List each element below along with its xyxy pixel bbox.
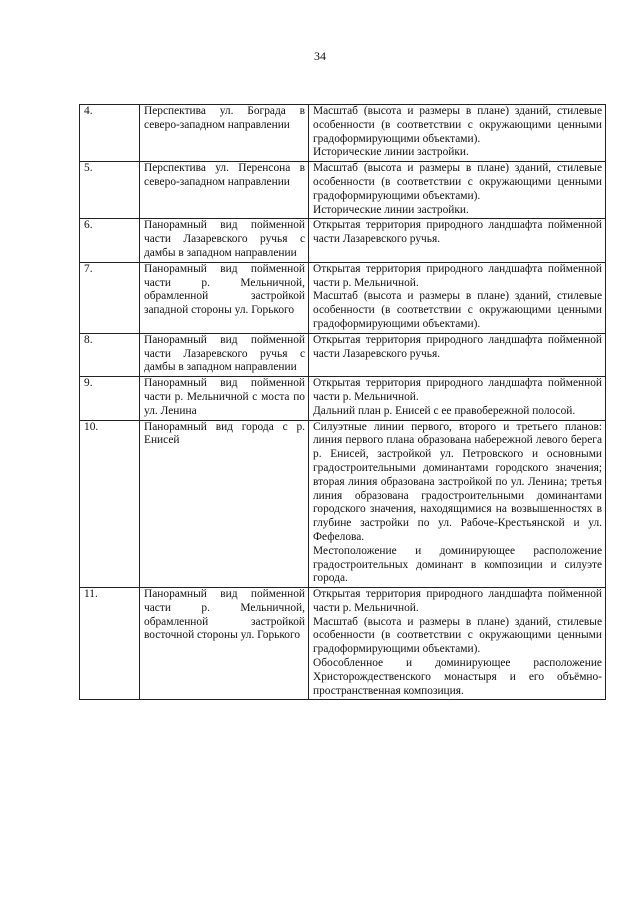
row-number: 7.: [80, 262, 140, 333]
table-row: [80, 333, 606, 376]
view-description: Панорамный вид города с р. Енисей: [140, 420, 309, 588]
protected-features: [309, 377, 606, 420]
feature-paragraph: Масштаб (высота и размеры в плане) зданий, стилевые особенности (в соответствии с окружающими ценными градоформирующими объектами).: [313, 615, 602, 656]
page-number: 34: [314, 49, 326, 63]
feature-paragraph: Исторические линии застройки.: [313, 203, 469, 216]
table-row: [80, 262, 606, 333]
feature-paragraph: Масштаб (высота и размеры в плане) зданий, стилевые особенности (в соответствии с окружающими ценными градоформирующими объектами).: [313, 290, 602, 330]
view-description: Панорамный вид пойменной части р. Мельничной с моста по ул. Ленина: [140, 377, 309, 420]
feature-paragraph: Открытая территория природного ландшафта пойменной части р. Мельничной.: [313, 262, 602, 289]
row-number: 10.: [80, 420, 140, 588]
view-description: Перспектива ул. Бограда в северо-западном направлении: [140, 105, 309, 162]
view-description: Панорамный вид пойменной части Лазаревского ручья с дамбы в западном направлении: [140, 219, 309, 262]
row-number: 11.: [80, 588, 140, 700]
feature-paragraph: Местоположение и доминирующее расположение градостроительных доминант в композиции и силуэте города.: [313, 544, 602, 585]
protected-features: [309, 105, 606, 162]
view-description: Панорамный вид пойменной части Лазаревского ручья с дамбы в западном направлении: [140, 333, 309, 376]
feature-paragraph: Масштаб (высота и размеры в плане) зданий, стилевые особенности (в соответствии с окружающими ценными градоформирующими объектами).: [313, 105, 602, 145]
view-description: Панорамный вид пойменной части р. Мельничной, обрамленной застройкой западной стороны ул. Горького: [140, 262, 309, 333]
table-row: [80, 105, 606, 162]
table-body: [80, 105, 606, 700]
row-number: 6.: [80, 219, 140, 262]
protected-features: [309, 262, 606, 333]
feature-paragraph: Дальний план р. Енисей с ее правобережной полосой.: [313, 404, 576, 417]
feature-paragraph: Открытая территория природного ландшафта пойменной части р. Мельничной.: [313, 588, 602, 614]
protected-features: [309, 420, 606, 588]
table-row: [80, 162, 606, 219]
row-number: 8.: [80, 333, 140, 376]
table-row: [80, 219, 606, 262]
feature-paragraph: Силуэтные линии первого, второго и третьего планов: линия первого плана образована набережной левого берега р. Енисей, застройкой ул. Петровского и основными градостроительными доминантами городского значения; вторая линия образована застройкой по ул. Ленина; третья линия образована градостроительными доминантами городского значения, находящимися на возвышенностях в глубине застройки по ул. Рабоче-Крестьянской и ул. Фефелова.: [313, 420, 602, 543]
feature-paragraph: Обособленное и доминирующее расположение Христорождественского монастыря и его объёмно-пространственная композиция.: [313, 657, 602, 697]
protected-features: [309, 588, 606, 700]
view-description: Перспектива ул. Перенсона в северо-западном направлении: [140, 162, 309, 219]
feature-paragraph: Открытая территория природного ландшафта пойменной части Лазаревского ручья.: [313, 333, 602, 360]
view-description: Панорамный вид пойменной части р. Мельничной, обрамленной застройкой восточной стороны ул. Горького: [140, 588, 309, 700]
document-table: [79, 104, 606, 700]
feature-paragraph: Исторические линии застройки.: [313, 146, 469, 159]
table-row: [80, 420, 606, 588]
protected-features: [309, 333, 606, 376]
feature-paragraph: Открытая территория природного ландшафта пойменной части р. Мельничной.: [313, 377, 602, 403]
table-row: [80, 377, 606, 420]
row-number: 9.: [80, 377, 140, 420]
feature-paragraph: Масштаб (высота и размеры в плане) зданий, стилевые особенности (в соответствии с окружающими ценными градоформирующими объектами).: [313, 162, 602, 202]
row-number: 5.: [80, 162, 140, 219]
protected-features: [309, 219, 606, 262]
feature-paragraph: Открытая территория природного ландшафта пойменной части Лазаревского ручья.: [313, 219, 602, 246]
table-row: [80, 588, 606, 700]
row-number: 4.: [80, 105, 140, 162]
protected-features: [309, 162, 606, 219]
